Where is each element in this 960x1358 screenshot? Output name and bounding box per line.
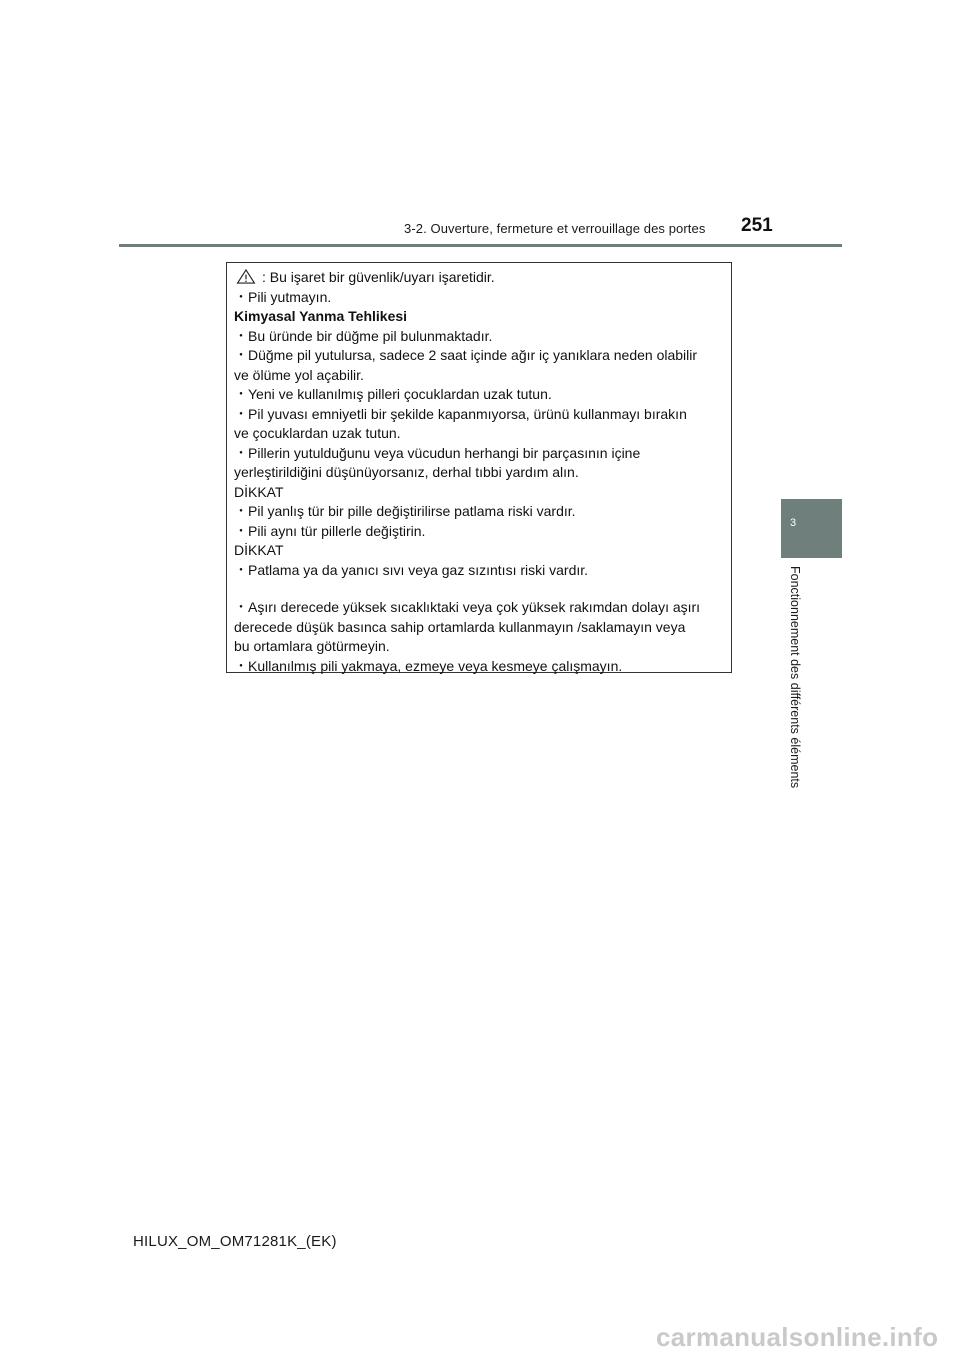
warning-spacer: [234, 580, 725, 598]
warning-line-6: ve ölüme yol açabilir.: [234, 366, 364, 383]
chapter-title: Fonctionnement des différents éléments: [788, 566, 802, 789]
warning-line-18: derecede düşük basınca sahip ortamlarda kullanmayın /saklamayın veya: [234, 618, 686, 635]
warning-line-16: ・Patlama ya da yanıcı sıvı veya gaz sızıntısı riski vardır.: [234, 561, 589, 578]
section-header: 3-2. Ouverture, fermeture et verrouillage des portes: [404, 221, 706, 236]
warning-heading-chemical-burn: Kimyasal Yanma Tehlikesi: [234, 308, 408, 324]
warning-heading-caution-1: DİKKAT: [234, 483, 284, 500]
watermark: carmanualsonline.info: [656, 1322, 939, 1352]
warning-line-4: ・Bu üründe bir düğme pil bulunmaktadır.: [234, 327, 493, 344]
chapter-tab: [781, 499, 842, 558]
warning-line-11: yerleştirildiğini düşünüyorsanız, derhal tıbbi yardım alın.: [234, 464, 579, 480]
warning-line-9: ve çocuklardan uzak tutun.: [234, 425, 401, 441]
warning-triangle-icon: [236, 269, 256, 284]
warning-line-7: ・Yeni ve kullanılmış pilleri çocuklardan uzak tutun.: [234, 386, 552, 402]
warning-line-1: [234, 268, 725, 288]
warning-box: [226, 262, 732, 673]
warning-line-20: ・Kullanılmış pili yakmaya, ezmeye veya kesmeye çalışmayın.: [234, 657, 623, 674]
page-number: 251: [741, 215, 773, 236]
warning-line-19: bu ortamlara götürmeyin.: [234, 638, 390, 654]
warning-line-8: ・Pil yuvası emniyetli bir şekilde kapanmıyorsa, ürünü kullanmayı bırakın: [234, 405, 687, 422]
document-id: HILUX_OM_OM71281K_(EK): [133, 1233, 337, 1250]
warning-line-2: ・Pili yutmayın.: [234, 288, 332, 305]
warning-heading-caution-2: DİKKAT: [234, 542, 284, 558]
warning-line-text: : Bu işaret bir güvenlik/uyarı işaretidir.: [262, 269, 495, 285]
warning-line-14: ・Pili aynı tür pillerle değiştirin.: [234, 522, 426, 539]
chapter-number: 3: [790, 517, 797, 529]
warning-line-10: ・Pillerin yutulduğunu veya vücudun herhangi bir parçasının içine: [234, 444, 641, 461]
header-divider: [119, 244, 842, 247]
warning-line-13: ・Pil yanlış tür bir pille değiştirilirse patlama riski vardır.: [234, 503, 576, 519]
warning-line-5: ・Düğme pil yutulursa, sadece 2 saat içinde ağır iç yanıklara neden olabilir: [234, 347, 698, 363]
warning-line-17: ・Aşırı derecede yüksek sıcaklıktaki veya çok yüksek rakımdan dolayı aşırı: [234, 599, 701, 615]
